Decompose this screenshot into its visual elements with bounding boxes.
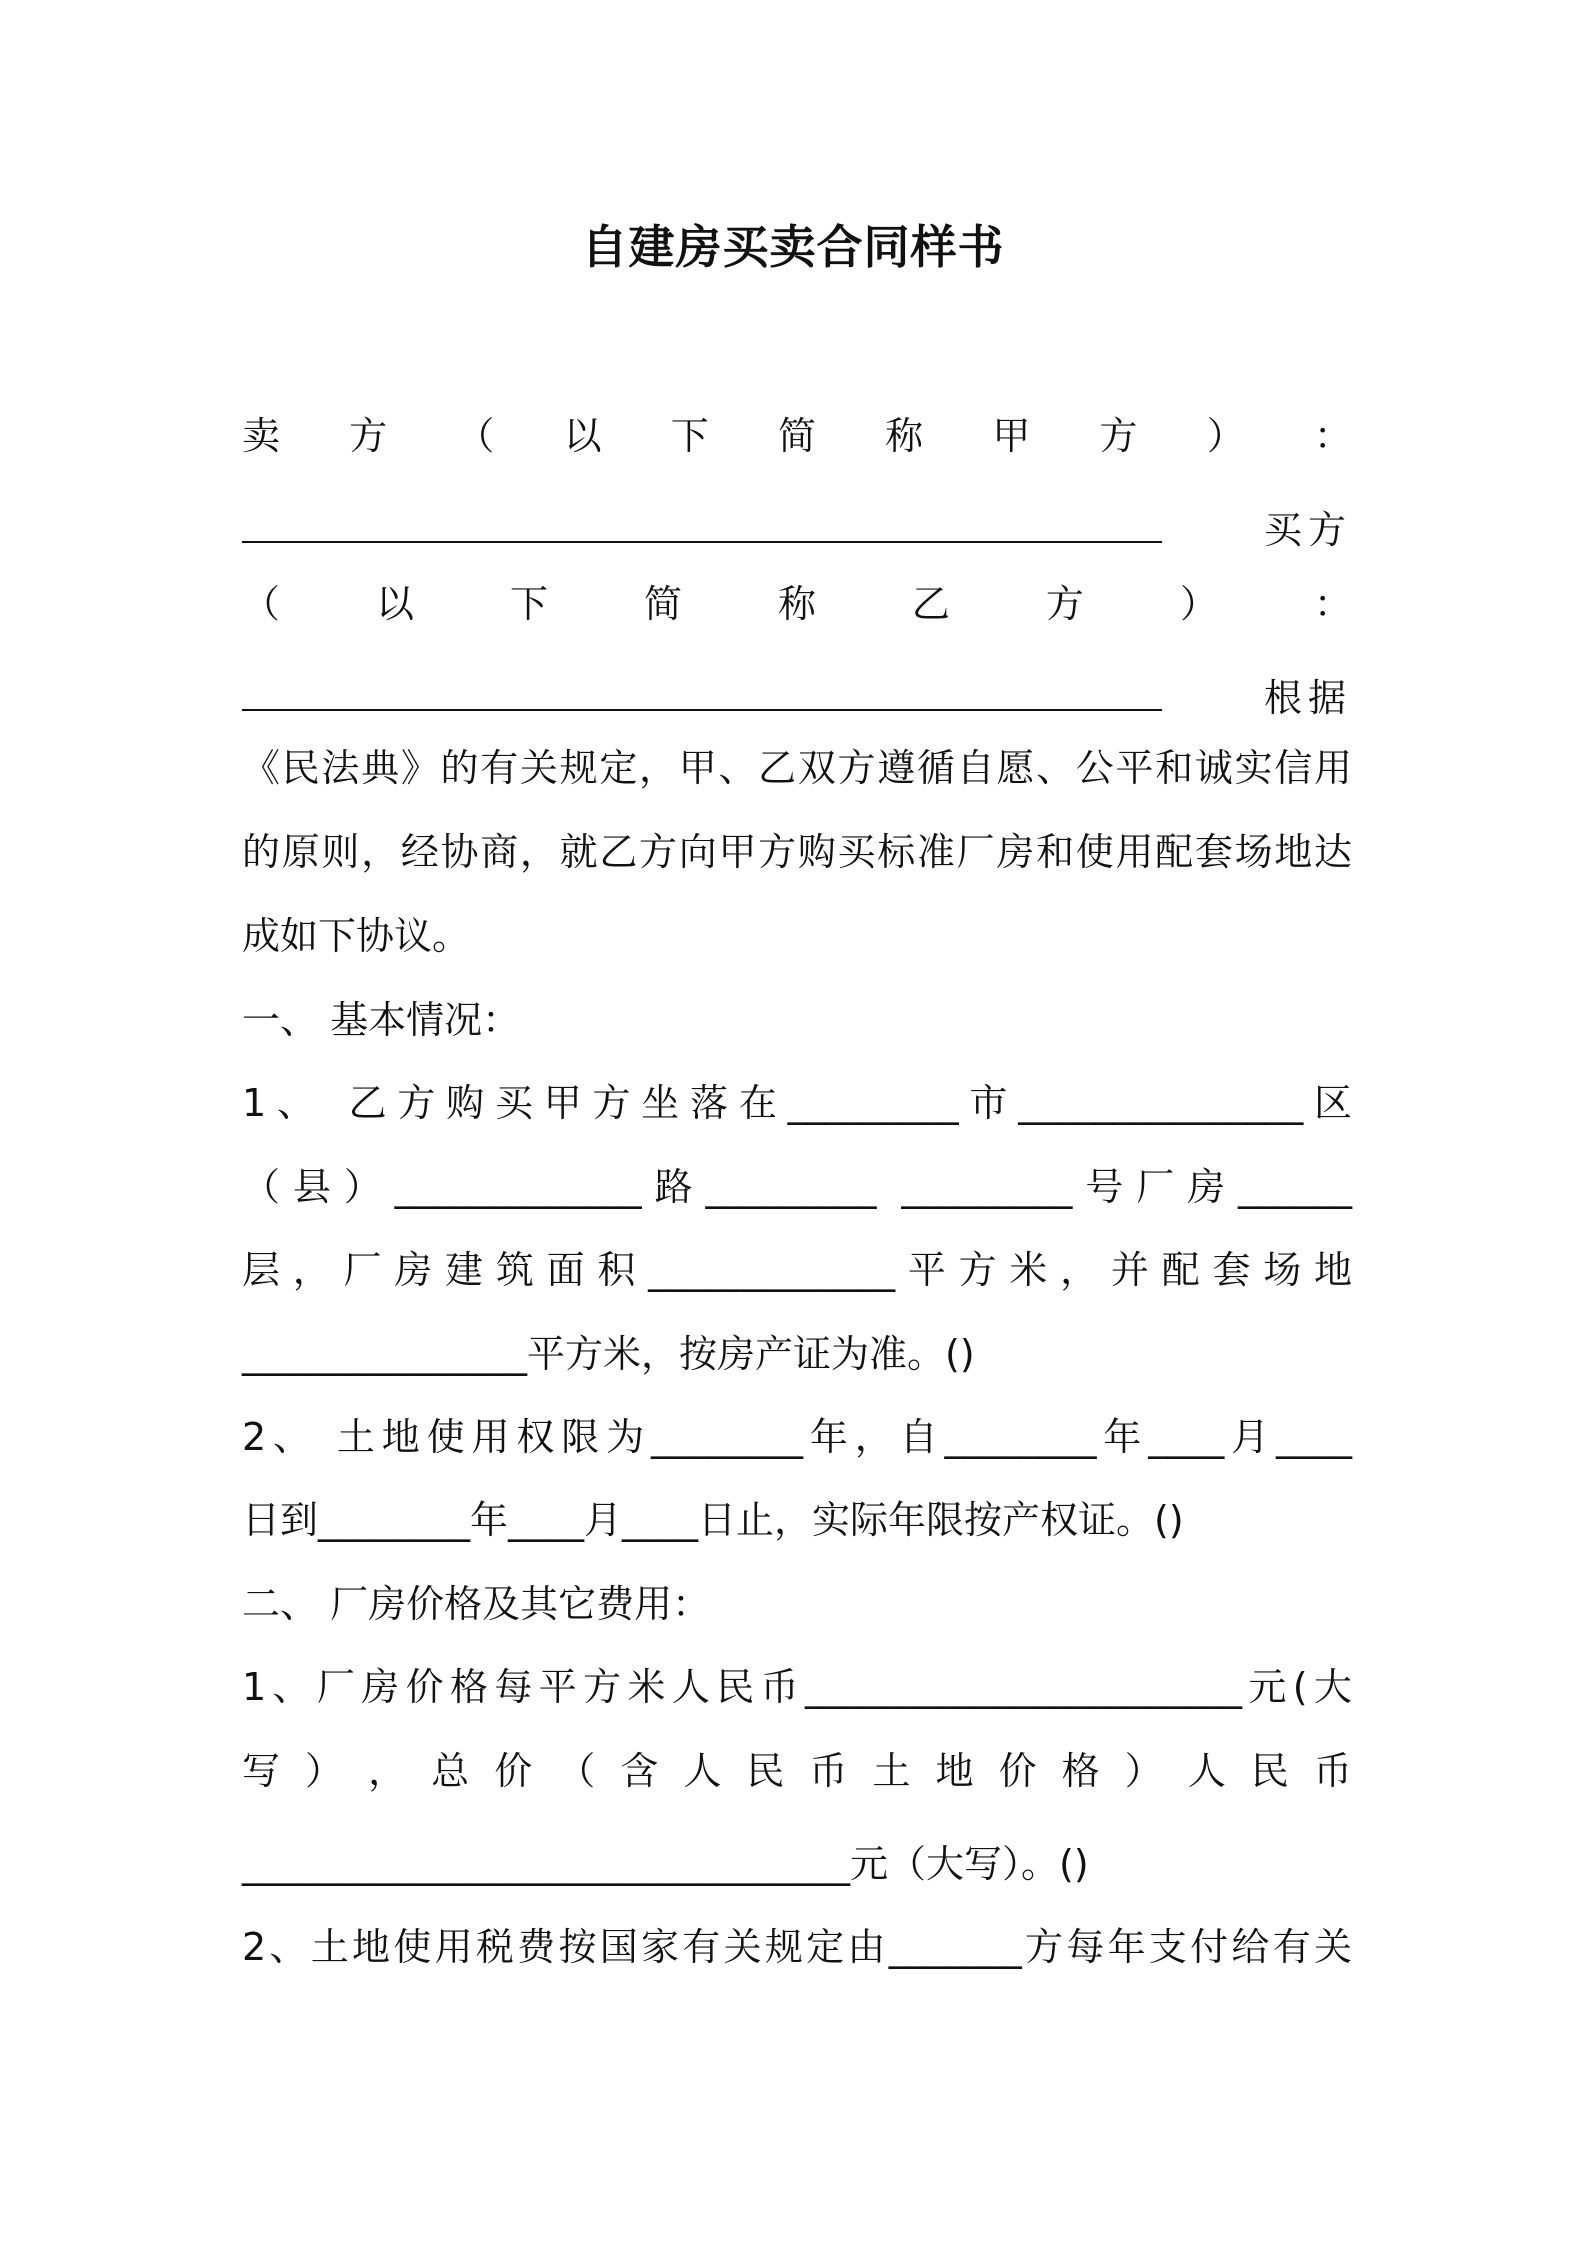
preamble-line-3: 成如下协议。 <box>242 914 471 958</box>
spaced-char: ： <box>1313 582 1352 626</box>
clause-1-2-line-2: 日到________年____月____日止，实际年限按产权证。() <box>242 1498 1184 1542</box>
clause-2-1-line-2 <box>242 1741 1352 1801</box>
spaced-char: ） <box>305 1749 344 1793</box>
spaced-char: 民 <box>746 1749 785 1793</box>
seller-blank-line <box>242 497 1352 557</box>
according-label: 根据 <box>1263 676 1352 720</box>
spaced-char: 方 <box>349 414 388 458</box>
spaced-char: 称 <box>885 414 924 458</box>
spaced-char: 币 <box>809 1749 848 1793</box>
document-title: 自建房买卖合同样书 <box>581 220 1005 274</box>
spaced-char: ： <box>1313 414 1352 458</box>
seller-label-line <box>242 406 1352 466</box>
clause-2-1-line-3: ________________________________元（大写）。() <box>242 1842 1089 1886</box>
seller-name-blank <box>242 497 1162 543</box>
spaced-char: ， <box>368 1749 407 1793</box>
spaced-char: ） <box>1124 1749 1163 1793</box>
spaced-char: 总 <box>431 1749 470 1793</box>
spaced-char: 地 <box>935 1749 974 1793</box>
spaced-char: 人 <box>683 1749 722 1793</box>
spaced-char: 方 <box>1045 582 1084 626</box>
clause-1-2-line-1: 2、 土地使用权限为________年，自________年____月____ <box>242 1415 1352 1459</box>
spaced-char: 价 <box>998 1749 1037 1793</box>
spaced-char: （ <box>456 414 495 458</box>
spaced-char: 民 <box>1250 1749 1289 1793</box>
buyer-name-blank <box>242 665 1162 711</box>
spaced-char: （ <box>557 1749 596 1793</box>
spaced-char: 以 <box>563 414 602 458</box>
clause-1-1-line-2: （县）_____________路_________ _________号厂房______ <box>242 1165 1352 1209</box>
spaced-char: 卖 <box>242 414 281 458</box>
spaced-char: 土 <box>872 1749 911 1793</box>
clause-1-1-line-3: 层，厂房建筑面积_____________平方米，并配套场地 <box>242 1248 1352 1292</box>
clause-1-1-line-1: 1、 乙方购买甲方坐落在_________市_______________区 <box>242 1081 1352 1125</box>
spaced-char: 格 <box>1061 1749 1100 1793</box>
spaced-char: 下 <box>509 582 548 626</box>
section-1-heading: 一、 基本情况： <box>242 998 521 1042</box>
spaced-char: 币 <box>1313 1749 1352 1793</box>
spaced-char: 称 <box>777 582 816 626</box>
spaced-char: 下 <box>670 414 709 458</box>
spaced-char: ） <box>1206 414 1245 458</box>
preamble-line-1: 《民法典》的有关规定，甲、乙双方遵循自愿、公平和诚实信用 <box>242 746 1352 790</box>
spaced-char: ） <box>1179 582 1218 626</box>
buyer-label-line <box>242 574 1352 634</box>
spaced-char: 写 <box>242 1749 281 1793</box>
buyer-label: 买方 <box>1263 508 1352 552</box>
buyer-blank-line <box>242 665 1352 725</box>
spaced-char: 人 <box>1187 1749 1226 1793</box>
section-2-heading: 二、 厂房价格及其它费用： <box>242 1582 711 1626</box>
spaced-char: 乙 <box>911 582 950 626</box>
spaced-char: 简 <box>777 414 816 458</box>
spaced-char: 价 <box>494 1749 533 1793</box>
preamble-line-2: 的原则，经协商，就乙方向甲方购买标准厂房和使用配套场地达 <box>242 830 1352 874</box>
spaced-char: 以 <box>375 582 414 626</box>
spaced-char: 方 <box>1099 414 1138 458</box>
spaced-char: （ <box>242 582 281 626</box>
clause-2-2-line-1: 2、土地使用税费按国家有关规定由_______方每年支付给有关 <box>242 1925 1352 1969</box>
spaced-char: 含 <box>620 1749 659 1793</box>
spaced-char: 甲 <box>992 414 1031 458</box>
spaced-char: 简 <box>643 582 682 626</box>
clause-2-1-line-1: 1、厂房价格每平方米人民币_______________________元(大 <box>242 1665 1352 1709</box>
clause-1-1-line-4: _______________平方米，按房产证为准。() <box>242 1332 975 1376</box>
